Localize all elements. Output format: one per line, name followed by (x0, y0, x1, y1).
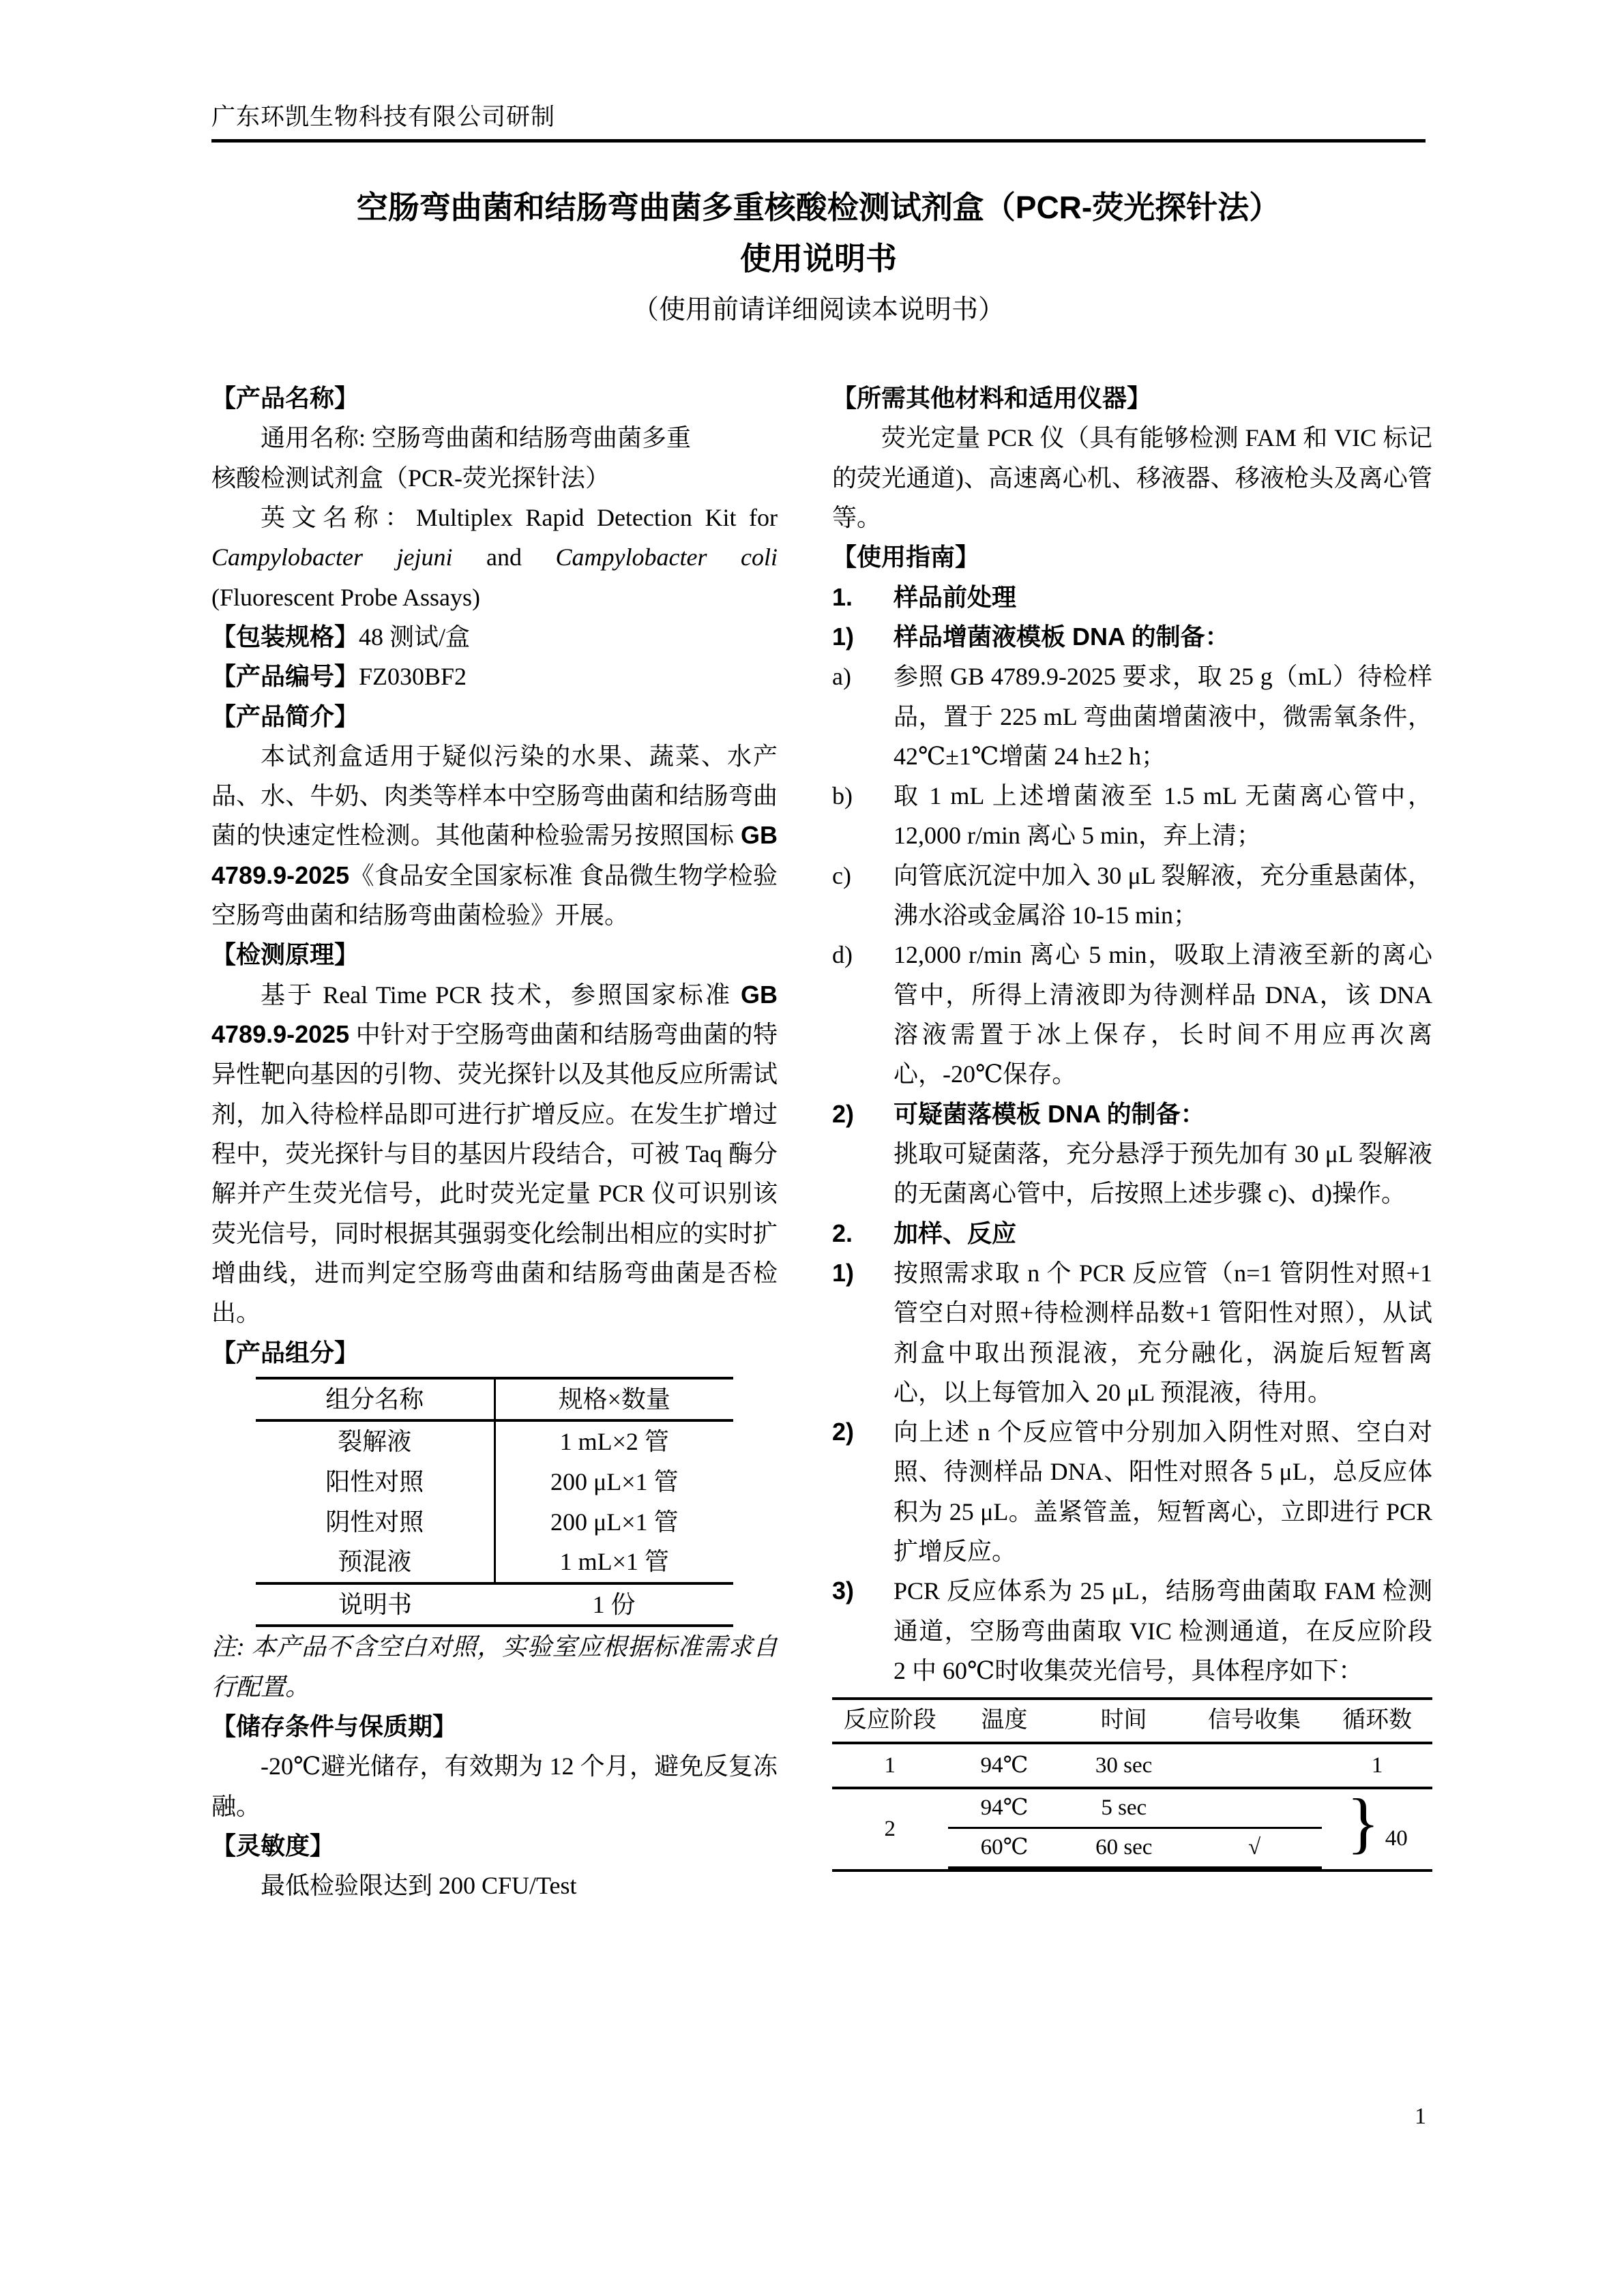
section-packaging-spec (211, 617, 778, 657)
intro-text-b: 《食品安全国家标准 食品微生物学检验 空肠弯曲菌和结肠弯曲菌检验》开展。 (211, 861, 778, 929)
guide-item-c (832, 856, 1432, 936)
pcr-col-header-cycles: 循环数 (1322, 1699, 1432, 1742)
item-text: 参照 GB 4789.9-2025 要求，取 25 g（mL）待检样品，置于 225 mL 弯曲菌增菌液中，微需氧条件，42℃±1℃增菌 24 h±2 h； (894, 663, 1432, 770)
section-heading-intro: 【产品简介】 (211, 702, 359, 730)
intro-text-a: 本试剂盒适用于疑似污染的水果、蔬菜、水产品、水、牛奶、肉类等样本中空肠弯曲菌和结肠弯曲菌的快速定性检测。其他菌种检验需另按照国标 (211, 742, 778, 850)
right-column (832, 378, 1432, 1872)
guide-reaction-item-1 (832, 1253, 1432, 1412)
step-marker: 1. (832, 582, 853, 611)
english-name-block (211, 498, 778, 617)
body-columns (211, 378, 1432, 1906)
pcr-subrows-cell (948, 1788, 1323, 1870)
table-row (832, 1743, 1432, 1789)
pcr-signal (1187, 1789, 1322, 1828)
table-row (948, 1828, 1323, 1868)
section-heading-product-name: 【产品名称】 (211, 384, 359, 412)
english-name-italic-2: Campylobacter coli (555, 543, 778, 571)
section-heading-principle: 【检测原理】 (211, 940, 359, 969)
intro-paragraph (211, 736, 778, 936)
table-row (256, 1542, 733, 1583)
item-marker: d) (832, 941, 853, 969)
table-row (256, 1420, 733, 1462)
substep-marker: 2) (832, 1099, 855, 1128)
pcr-col-header-stage: 反应阶段 (832, 1699, 948, 1742)
principle-standard-code: GB 4789.9-2025 (211, 980, 778, 1048)
english-name-plain-1: Multiplex Rapid Detection Kit for (415, 503, 778, 531)
document-title-line-2: 使用说明书 (740, 241, 897, 276)
item-text: 向上述 n 个反应管中分别加入阴性对照、空白对照、待测样品 DNA、阳性对照各 5 μL，总反应体积为 25 μL。盖紧管盖，短暂离心，立即进行 PCR 扩增反应。 (894, 1418, 1432, 1566)
page-number: 1 (1415, 2104, 1426, 2129)
english-name-italic-1: Campylobacter jejuni (211, 543, 453, 571)
pcr-time: 30 sec (1061, 1743, 1186, 1789)
left-column (211, 378, 778, 1906)
section-product-number (211, 657, 778, 696)
document-title-line-1: 空肠弯曲菌和结肠弯曲菌多重核酸检测试剂盒（PCR-荧光探针法） (356, 190, 1281, 225)
principle-paragraph (211, 975, 778, 1333)
guide-item-b (832, 776, 1432, 856)
title-block (211, 184, 1426, 331)
generic-name-line-1: 通用名称: 空肠弯曲菌和结肠弯曲菌多重 (261, 424, 692, 452)
table-header-row (256, 1378, 733, 1421)
pcr-program-table (832, 1697, 1432, 1872)
section-heading-guide: 【使用指南】 (832, 543, 980, 571)
pcr-stage: 1 (832, 1743, 948, 1789)
table-row (948, 1789, 1323, 1828)
item-text: PCR 反应体系为 25 μL，结肠弯曲菌取 FAM 检测通道，空肠弯曲菌取 VIC 检测通道，在反应阶段 2 中 60℃时收集荧光信号，具体程序如下： (894, 1577, 1432, 1684)
guide-reaction-item-2 (832, 1412, 1432, 1571)
pcr-signal-check: √ (1187, 1828, 1322, 1868)
pcr-col-header-temp: 温度 (948, 1699, 1061, 1742)
substep-label: 样品增菌液模板 DNA 的制备： (894, 622, 1230, 651)
section-heading-sensitivity: 【灵敏度】 (211, 1831, 335, 1860)
guide-item-a (832, 657, 1432, 776)
table-header-row (832, 1699, 1432, 1742)
pcr-cycles: 40 (1385, 1825, 1408, 1851)
item-marker: 3) (832, 1577, 855, 1605)
step-label: 加样、反应 (894, 1219, 1017, 1247)
guide-substep-2-text: 挑取可疑菌落，充分悬浮于预先加有 30 μL 裂解液的无菌离心管中，后按照上述步骤 c)、d)操作。 (894, 1139, 1432, 1208)
section-heading-storage: 【储存条件与保质期】 (211, 1712, 458, 1740)
packaging-spec-heading: 【包装规格】 (211, 622, 359, 651)
guide-step-2 (832, 1214, 1432, 1253)
principle-text-b: 中针对于空肠弯曲菌和结肠弯曲菌的特异性靶向基因的引物、荧光探针以及其他反应所需试剂，加入待检样品即可进行扩增反应。在发生扩增过程中，荧光探针与目的基因片段结合，可被 Taq 酶分解并产生荧光信号，此时荧光定量 PCR 仪可识别该荧光信号，同时根据其强弱变化绘制出相应的实时扩增曲线，进而判定空肠弯曲菌和结肠弯曲菌是否检出。 (211, 1021, 778, 1327)
component-name: 预混液 (256, 1542, 494, 1583)
component-spec: 1 mL×1 管 (494, 1542, 733, 1583)
components-col-header-spec: 规格×数量 (494, 1378, 733, 1421)
pcr-temp: 94℃ (948, 1789, 1061, 1828)
component-name: 阴性对照 (256, 1502, 494, 1542)
section-heading-materials: 【所需其他材料和适用仪器】 (832, 384, 1152, 412)
pcr-col-header-signal: 信号收集 (1187, 1699, 1323, 1742)
item-text: 12,000 r/min 离心 5 min，吸取上清液至新的离心管中，所得上清液即为待测样品 DNA，该 DNA 溶液需置于冰上保存，长时间不用应再次离心，-20℃保存。 (894, 941, 1432, 1088)
english-name-plain-2: and (452, 543, 556, 571)
storage-text: -20℃避光储存，有效期为 12 个月，避免反复冻融。 (211, 1753, 778, 1820)
english-name-plain-3: (Fluorescent Probe Assays) (211, 583, 480, 611)
component-spec: 200 μL×1 管 (550, 1508, 679, 1536)
item-marker: c) (832, 861, 851, 889)
item-marker: b) (832, 782, 853, 810)
component-spec: 1 mL×2 管 (559, 1428, 669, 1456)
pcr-subrow-table (948, 1789, 1323, 1869)
pcr-stage: 2 (832, 1788, 948, 1870)
pcr-temp: 94℃ (948, 1743, 1061, 1789)
item-text: 按照需求取 n 个 PCR 反应管（n=1 管阴性对照+1 管空白对照+待检测样品数+1 管阳性对照），从试剂盒中取出预混液，充分融化，涡旋后短暂离心，以上每管加入 20 μL 预混液，待用。 (894, 1259, 1432, 1406)
pcr-time: 5 sec (1061, 1789, 1187, 1828)
pcr-cycles: 1 (1322, 1743, 1432, 1789)
principle-text-a: 基于 Real Time PCR 技术，参照国家标准 (261, 981, 741, 1009)
section-heading-components: 【产品组分】 (211, 1338, 359, 1367)
component-spec: 200 μL×1 管 (550, 1468, 679, 1495)
product-number-heading: 【产品编号】 (211, 662, 359, 691)
components-table (256, 1377, 733, 1628)
packaging-spec-value: 48 测试/盒 (359, 623, 471, 651)
generic-name-line-2: 核酸检测试剂盒（PCR-荧光探针法） (211, 464, 610, 492)
guide-reaction-item-3 (832, 1571, 1432, 1690)
pcr-cycles-cell (1322, 1784, 1432, 1870)
pcr-program-table-wrapper (832, 1697, 1432, 1872)
document-subtitle: （使用前请详细阅读本说明书） (632, 295, 1005, 325)
pcr-col-header-time: 时间 (1061, 1699, 1186, 1742)
component-name: 说明书 (256, 1583, 494, 1626)
item-marker: 1) (832, 1258, 855, 1287)
guide-substep-1 (832, 617, 1432, 657)
page-header (211, 102, 1426, 143)
curly-brace-icon: } (1346, 1784, 1380, 1860)
table-footer-row (256, 1583, 733, 1626)
table-row (832, 1788, 1432, 1870)
substep-label: 可疑菌落模板 DNA 的制备： (894, 1099, 1205, 1128)
table-row (256, 1462, 733, 1502)
guide-substep-2 (832, 1094, 1432, 1134)
pcr-temp: 60℃ (948, 1828, 1061, 1868)
component-name: 阳性对照 (256, 1462, 494, 1502)
english-name-label: 英文名称： (261, 503, 416, 531)
guide-step-1 (832, 578, 1432, 617)
components-note: 注: 本产品不含空白对照，实验室应根据标准需求自行配置。 (211, 1633, 778, 1701)
table-row (256, 1502, 733, 1542)
materials-text: 荧光定量 PCR 仪（具有能够检测 FAM 和 VIC 标记的荧光通道)、高速离心机、移液器、移液枪头及离心管等。 (832, 424, 1432, 531)
item-text: 向管底沉淀中加入 30 μL 裂解液，充分重悬菌体，沸水浴或金属浴 10‑15 min； (894, 861, 1432, 929)
pcr-signal (1187, 1743, 1323, 1789)
company-line: 广东环凯生物科技有限公司研制 (211, 104, 556, 130)
guide-item-d (832, 935, 1432, 1094)
component-spec: 1 份 (494, 1583, 733, 1626)
step-label: 样品前处理 (894, 582, 1017, 611)
item-marker: a) (832, 663, 851, 691)
product-number-value: FZ030BF2 (359, 663, 467, 691)
step-marker: 2. (832, 1219, 853, 1247)
header-rule (211, 139, 1426, 143)
component-name: 裂解液 (256, 1420, 494, 1462)
item-text: 取 1 mL 上述增菌液至 1.5 mL 无菌离心管中，12,000 r/min 离心 5 min，弃上清； (894, 782, 1432, 850)
sensitivity-text: 最低检验限达到 200 CFU/Test (261, 1872, 577, 1900)
item-marker: 2) (832, 1418, 855, 1446)
pcr-time: 60 sec (1061, 1828, 1187, 1868)
components-col-header-name: 组分名称 (256, 1378, 494, 1421)
intro-standard-code: GB 4789.9-2025 (211, 821, 778, 889)
substep-marker: 1) (832, 622, 855, 651)
